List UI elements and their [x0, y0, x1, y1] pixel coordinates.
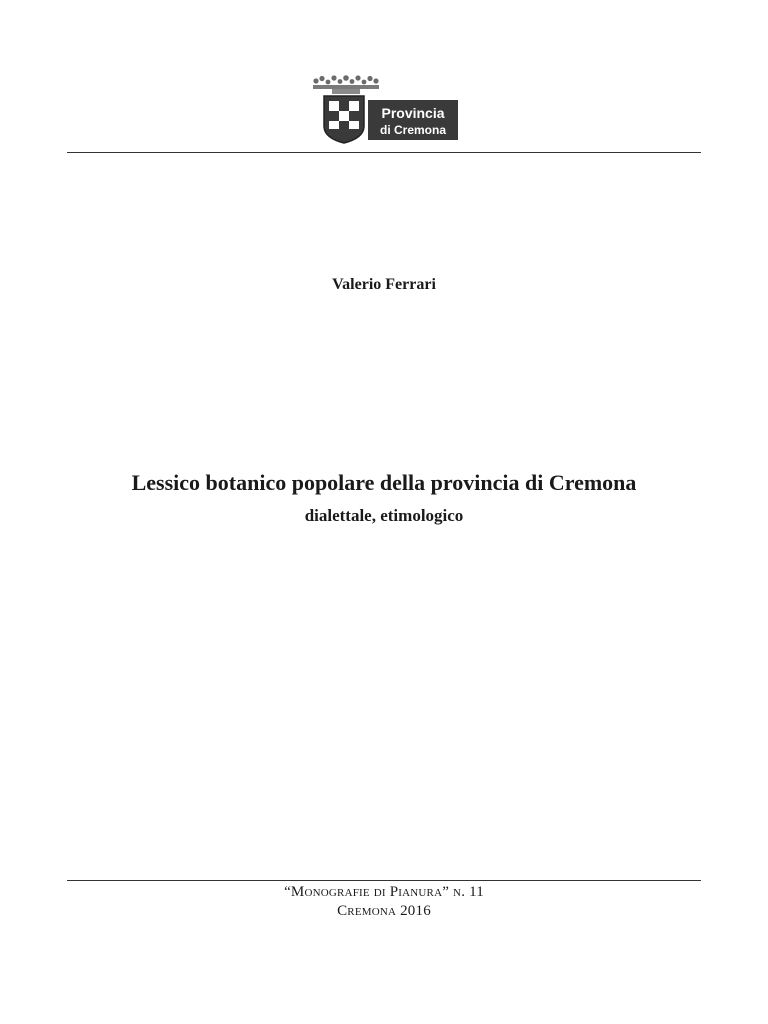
header-divider	[67, 152, 701, 153]
logo-line-di-cremona: di Cremona	[379, 123, 447, 137]
footer-divider	[67, 880, 701, 881]
coat-of-arms-shield-icon	[324, 96, 364, 143]
author-name: Valerio Ferrari	[332, 276, 436, 293]
book-title: Lessico botanico popolare della provincia di Cremona	[131, 470, 637, 495]
book-subtitle: dialettale, etimologico	[304, 506, 464, 525]
place-year-line: Cremona 2016	[337, 903, 431, 919]
logo-line-provincia: Provincia	[381, 105, 445, 121]
series-line: “Monografie di Pianura” n. 11	[284, 884, 484, 900]
crown-icon	[313, 75, 379, 94]
provincia-logo	[310, 74, 460, 146]
